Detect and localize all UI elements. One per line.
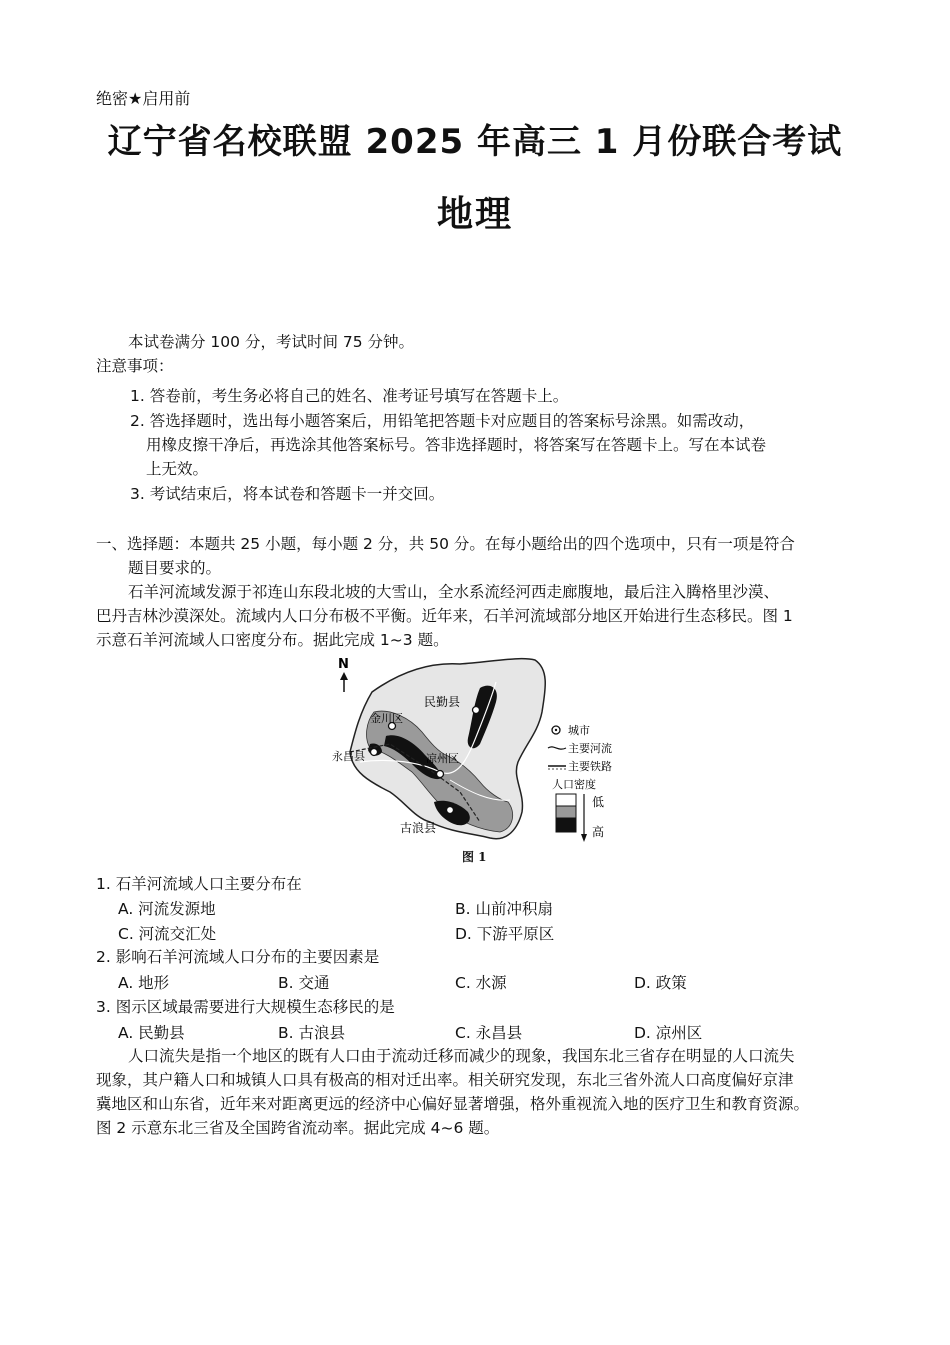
- q2-option-a[interactable]: A. 地形: [118, 974, 170, 992]
- question-1-stem: 1. 石羊河流域人口主要分布在: [96, 875, 302, 893]
- notice-item-2-cont2: 上无效。: [146, 460, 209, 478]
- notice-item-2: 2. 答选择题时，选出每小题答案后，用铅笔把答题卡对应题目的答案标号涂黑。如需改动，: [130, 412, 755, 430]
- map-legend: [548, 724, 612, 842]
- subject-title: 地理: [436, 194, 513, 235]
- svg-text:主要河流: 主要河流: [568, 742, 612, 755]
- label-liangzhou: 凉州区: [426, 752, 459, 765]
- passage2-line4: 图 2 示意东北三省及全国跨省流动率。据此完成 4~6 题。: [96, 1119, 500, 1137]
- section-heading: 一、选择题：本题共 25 小题，每小题 2 分，共 50 分。在每小题给出的四个选项中，只有一项是符合: [96, 535, 795, 553]
- notice-item-2-cont: 用橡皮擦干净后，再选涂其他答案标号。答非选择题时，将答案写在答题卡上。写在本试卷: [146, 436, 767, 454]
- q2-option-c[interactable]: C. 水源: [455, 974, 507, 992]
- q1-option-c[interactable]: C. 河流交汇处: [118, 925, 217, 943]
- label-minqin: 民勤县: [424, 695, 461, 709]
- question-3-stem: 3. 图示区域最需要进行大规模生态移民的是: [96, 998, 395, 1016]
- svg-text:主要铁路: 主要铁路: [568, 760, 612, 773]
- label-gulang: 古浪县: [400, 821, 437, 835]
- section-heading-cont: 题目要求的。: [128, 559, 222, 577]
- q1-option-a[interactable]: A. 河流发源地: [118, 900, 216, 918]
- notice-item-3: 3. 考试结束后，将本试卷和答题卡一并交回。: [130, 485, 445, 503]
- passage1-line2: 巴丹吉林沙漠深处。流域内人口分布极不平衡。近年来，石羊河流域部分地区开始进行生态移民。图 1: [96, 607, 793, 625]
- svg-text:城市: 城市: [568, 724, 590, 737]
- q3-option-c[interactable]: C. 永昌县: [455, 1024, 523, 1042]
- confidential-label: 绝密★启用前: [96, 89, 191, 108]
- q3-option-b[interactable]: B. 古浪县: [278, 1024, 345, 1042]
- q2-option-b[interactable]: B. 交通: [278, 974, 330, 992]
- figure1-caption: 图 1: [462, 850, 487, 864]
- svg-text:人口密度: 人口密度: [552, 778, 596, 791]
- north-label: N: [338, 657, 349, 672]
- q3-option-d[interactable]: D. 凉州区: [634, 1024, 703, 1042]
- notice-label: 注意事项：: [96, 357, 174, 375]
- exam-title: 辽宁省名校联盟 2025 年高三 1 月份联合考试: [107, 122, 843, 162]
- passage1-line1: 石羊河流域发源于祁连山东段北坡的大雪山，全水系流经河西走廊腹地，最后注入腾格里沙漠、: [128, 583, 780, 601]
- svg-text:高: 高: [592, 825, 605, 839]
- label-jinchuan: 金川区: [370, 712, 403, 725]
- passage2-line1: 人口流失是指一个地区的既有人口由于流动迁移而减少的现象，我国东北三省存在明显的人口流失: [128, 1047, 795, 1065]
- population-density-map: [330, 652, 630, 870]
- notice-item-1: 1. 答卷前，考生务必将自己的姓名、准考证号填写在答题卡上。: [130, 387, 569, 405]
- svg-text:低: 低: [592, 795, 605, 809]
- q1-option-d[interactable]: D. 下游平原区: [455, 925, 555, 943]
- passage2-line2: 现象，其户籍人口和城镇人口具有极高的相对迁出率。相关研究发现，东北三省外流人口高度偏好京津: [96, 1071, 794, 1089]
- q3-option-a[interactable]: A. 民勤县: [118, 1024, 185, 1042]
- q2-option-d[interactable]: D. 政策: [634, 974, 687, 992]
- passage1-line3: 示意石羊河流域人口密度分布。据此完成 1~3 题。: [96, 631, 449, 649]
- q1-option-b[interactable]: B. 山前冲积扇: [455, 900, 553, 918]
- question-2-stem: 2. 影响石羊河流域人口分布的主要因素是: [96, 948, 380, 966]
- label-yongchang: 永昌县: [332, 750, 365, 763]
- passage2-line3: 冀地区和山东省，近年来对距离更远的经济中心偏好显著增强，格外重视流入地的医疗卫生和教育资源。: [96, 1095, 810, 1113]
- exam-info: 本试卷满分 100 分，考试时间 75 分钟。: [128, 333, 415, 351]
